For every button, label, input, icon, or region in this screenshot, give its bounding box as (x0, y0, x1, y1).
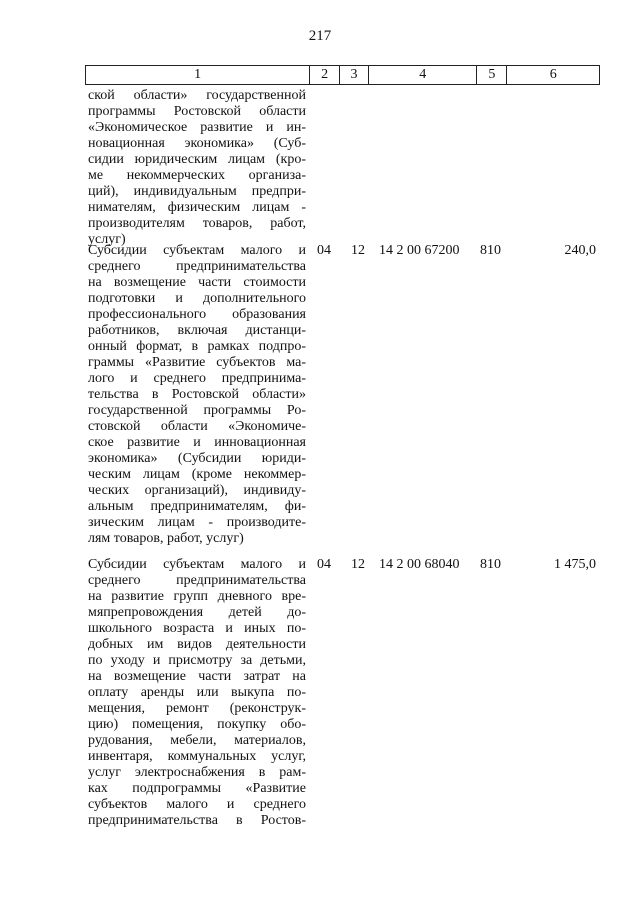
text-line: на развитие групп дневного вре- (88, 589, 306, 604)
text-line: по уходу и присмотру за детьми, (88, 653, 306, 668)
table-row-2-col-3: 12 (351, 557, 365, 572)
text-line: экономика» (Субсидии юриди- (88, 451, 306, 466)
header-col-6: 6 (549, 67, 557, 82)
text-line: новационная экономика» (Суб- (88, 136, 306, 151)
text-line: подготовки и дополнительного (88, 291, 306, 306)
text-line: сидии юридическим лицам (кро- (88, 152, 306, 167)
text-line: программы Ростовской области (88, 104, 306, 119)
text-line: лям товаров, работ, услуг) (88, 531, 244, 546)
text-line: государственной программы Ро- (88, 403, 306, 418)
text-line: «Экономическое развитие и ин- (88, 120, 306, 135)
text-line: профессионального образования (88, 307, 306, 322)
text-line: рудования, мебели, материалов, (88, 733, 306, 748)
table-header-row (85, 65, 600, 85)
text-line: стовской области «Экономиче- (88, 419, 306, 434)
table-row-1-description (88, 243, 306, 547)
text-line: ческим лицам (кроме некоммер- (88, 467, 306, 482)
text-line: работников, включая дистанци- (88, 323, 306, 338)
text-line: оплату аренды или выкупа по- (88, 685, 306, 700)
header-col-2: 2 (310, 66, 340, 84)
text-line: услуг) (88, 232, 126, 247)
header-col-5: 5 (477, 66, 507, 84)
table-row-1-col-5: 810 (480, 243, 501, 258)
text-line: Субсидии субъектам малого и (88, 243, 306, 258)
text-line: ское развитие и инновационная (88, 435, 306, 450)
text-line: ках подпрограммы «Развитие (88, 781, 306, 796)
text-line: среднего предпринимательства (88, 573, 306, 588)
text-line: мяпрепровождения детей до- (88, 605, 306, 620)
table-row-0-description (88, 88, 306, 248)
table-row-1-col-4: 14 2 00 67200 (379, 243, 460, 258)
text-line: субъектов малого и среднего (88, 797, 306, 812)
text-line: ской области» государственной (88, 88, 306, 103)
header-col-1: 1 (86, 66, 310, 84)
table-row-1-col-6: 240,0 (564, 243, 596, 258)
text-line: производителям товаров, работ, (88, 216, 306, 231)
text-line: граммы «Развитие субъектов ма- (88, 355, 306, 370)
text-line: среднего предпринимательства (88, 259, 306, 274)
text-line: Субсидии субъектам малого и (88, 557, 306, 572)
text-line: на возмещение части затрат на (88, 669, 306, 684)
text-line: школьного возраста и иных по- (88, 621, 306, 636)
text-line: ций), индивидуальным предпри- (88, 184, 306, 199)
table-row-1-col-2: 04 (317, 243, 331, 258)
table-row-2-col-5: 810 (480, 557, 501, 572)
table-row-2-col-2: 04 (317, 557, 331, 572)
text-line: услуг электроснабжения в рам- (88, 765, 306, 780)
text-line: цию) помещения, покупку обо- (88, 717, 306, 732)
table-row-2-col-4: 14 2 00 68040 (379, 557, 460, 572)
text-line: добных им видов деятельности (88, 637, 306, 652)
text-line: тельства в Ростовской области» (88, 387, 306, 402)
text-line: ме некоммерческих организа- (88, 168, 306, 183)
text-line: ческих организаций), индивиду- (88, 483, 306, 498)
table-row-2-col-6: 1 475,0 (554, 557, 596, 572)
text-line: на возмещение части стоимости (88, 275, 306, 290)
table-row-1-col-3: 12 (351, 243, 365, 258)
header-col-3: 3 (340, 66, 369, 84)
text-line: предпринимательства в Ростов- (88, 813, 306, 828)
text-line: зическим лицам - производите- (88, 515, 306, 530)
table-row-2-description (88, 557, 306, 829)
text-line: нимателям, физическим лицам - (88, 200, 306, 215)
text-line: онный формат, в рамках подпро- (88, 339, 306, 354)
text-line: мещения, ремонт (реконструк- (88, 701, 306, 716)
header-col-4: 4 (369, 66, 478, 84)
text-line: лого и среднего предпринима- (88, 371, 306, 386)
text-line: альным предпринимателям, фи- (88, 499, 306, 514)
page-number: 217 (308, 28, 332, 44)
text-line: инвентаря, коммунальных услуг, (88, 749, 306, 764)
